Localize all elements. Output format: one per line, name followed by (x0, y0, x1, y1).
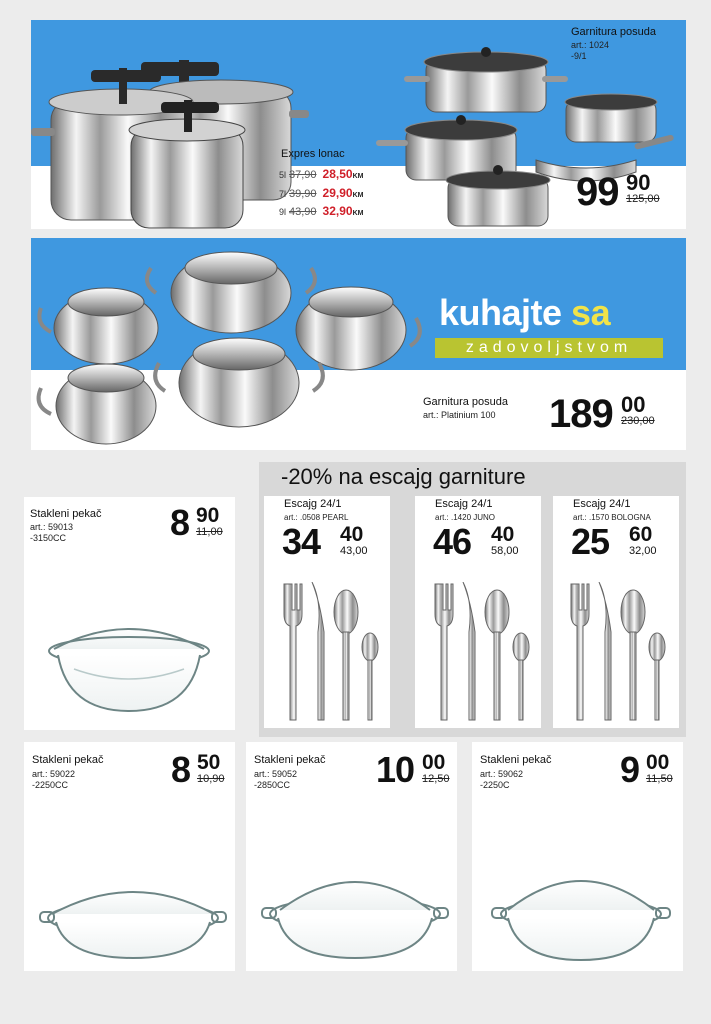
product-size: -3150CC (30, 533, 67, 543)
price-decimal: 40 (340, 523, 364, 546)
product-size: -2250CC (32, 780, 69, 790)
product-price (620, 749, 673, 790)
product-size: -2250C (480, 780, 510, 790)
price-integer: 25 (571, 521, 610, 562)
glass-baker-image (38, 870, 228, 966)
product-price (171, 749, 225, 790)
product-article: art.: 59022 (32, 769, 76, 779)
platinium-pots-image (31, 238, 431, 450)
price-decimal: 60 (629, 523, 653, 546)
price-old: 125,00 (626, 193, 660, 205)
currency: KM (352, 173, 364, 180)
size-label: 9l (279, 207, 287, 217)
glass-baker-image (44, 609, 214, 719)
price-decimal: 00 (422, 751, 446, 774)
product-title: Escajg 24/1 (284, 498, 342, 510)
product-card-baker-59022 (24, 742, 235, 971)
pressure-cooker-row-7l (279, 186, 363, 200)
price-integer: 8 (170, 502, 190, 543)
old-price: 43,90 (289, 206, 317, 218)
price-integer: 99 (576, 170, 619, 214)
currency: KM (352, 210, 364, 217)
price-old: 230,00 (621, 415, 655, 427)
cutlery-image (427, 582, 532, 724)
price-old: 43,00 (340, 545, 368, 557)
promo-banner-cookware-set (31, 20, 686, 229)
promo-banner-platinium (31, 238, 686, 450)
price-integer: 10 (376, 749, 415, 790)
new-price: 29,90 (322, 186, 353, 200)
product-article: art.: .1420 JUNO (435, 513, 496, 522)
headline-part-a: kuhajte (439, 292, 572, 333)
glass-baker-image (486, 864, 676, 968)
price-old: 11,50 (646, 773, 673, 785)
pressure-cooker-image (31, 40, 311, 229)
product-article: art.: 59052 (254, 769, 298, 779)
product-title: Stakleni pekač (32, 754, 104, 766)
product-card-baker-59062 (472, 742, 683, 971)
price-decimal: 90 (626, 170, 651, 195)
size-label: 7l (279, 189, 287, 199)
product-article: art.: 59013 (30, 522, 74, 532)
product-title: Stakleni pekač (254, 754, 326, 766)
price-decimal: 50 (197, 751, 221, 774)
price-old: 10,90 (197, 773, 225, 785)
cutlery-promo-section (259, 462, 686, 737)
price-decimal: 00 (646, 751, 670, 774)
size-label: 5l (279, 170, 287, 180)
platinium-title: Garnitura posuda (423, 396, 508, 408)
pressure-cooker-row-5l (279, 167, 363, 181)
price-decimal: 40 (491, 523, 515, 546)
headline-part-b: sa (571, 292, 611, 333)
product-card-cutlery-pearl (264, 496, 390, 728)
old-price: 39,90 (289, 188, 317, 200)
product-card-cutlery-bologna (553, 496, 679, 728)
product-price (376, 749, 450, 790)
cookware-set-size: -9/1 (571, 51, 587, 61)
new-price: 28,50 (322, 167, 353, 181)
price-integer: 46 (433, 521, 472, 562)
product-price (571, 521, 657, 562)
pressure-cooker-row-9l (279, 204, 363, 218)
subline: zadovoljstvom (435, 338, 663, 358)
product-price (170, 502, 223, 543)
cutlery-image (563, 582, 668, 724)
product-price (433, 521, 519, 562)
price-old: 11,00 (196, 526, 223, 538)
pressure-cooker-title: Expres lonac (281, 148, 345, 160)
cookware-set-title: Garnitura posuda (571, 26, 656, 38)
price-integer: 189 (549, 392, 613, 436)
price-decimal: 90 (196, 504, 220, 527)
price-old: 58,00 (491, 545, 519, 557)
product-article: art.: 59062 (480, 769, 524, 779)
price-decimal: 00 (621, 392, 646, 417)
cutlery-image (276, 582, 381, 724)
price-integer: 8 (171, 749, 191, 790)
old-price: 37,90 (289, 169, 317, 181)
product-card-baker-59052 (246, 742, 457, 971)
price-old: 12,50 (422, 773, 450, 785)
product-price (282, 521, 368, 562)
product-size: -2850CC (254, 780, 291, 790)
product-article: art.: .0508 PEARL (284, 513, 349, 522)
product-card-baker-59013 (24, 497, 235, 730)
product-article: art.: .1570 BOLOGNA (573, 513, 651, 522)
cutlery-heading: -20% na escajg garniture (281, 464, 526, 489)
headline (439, 292, 610, 334)
platinium-article: art.: Platinium 100 (423, 410, 496, 420)
product-title: Escajg 24/1 (573, 498, 631, 510)
platinium-price (549, 392, 655, 436)
currency: KM (352, 192, 364, 199)
new-price: 32,90 (322, 204, 353, 218)
product-title: Escajg 24/1 (435, 498, 493, 510)
cookware-set-article: art.: 1024 (571, 40, 610, 50)
price-integer: 9 (620, 749, 640, 790)
product-card-cutlery-juno (415, 496, 541, 728)
glass-baker-image (260, 864, 450, 968)
price-integer: 34 (282, 521, 321, 562)
price-old: 32,00 (629, 545, 657, 557)
product-title: Stakleni pekač (30, 508, 102, 520)
product-title: Stakleni pekač (480, 754, 552, 766)
cookware-set-price (576, 170, 660, 214)
